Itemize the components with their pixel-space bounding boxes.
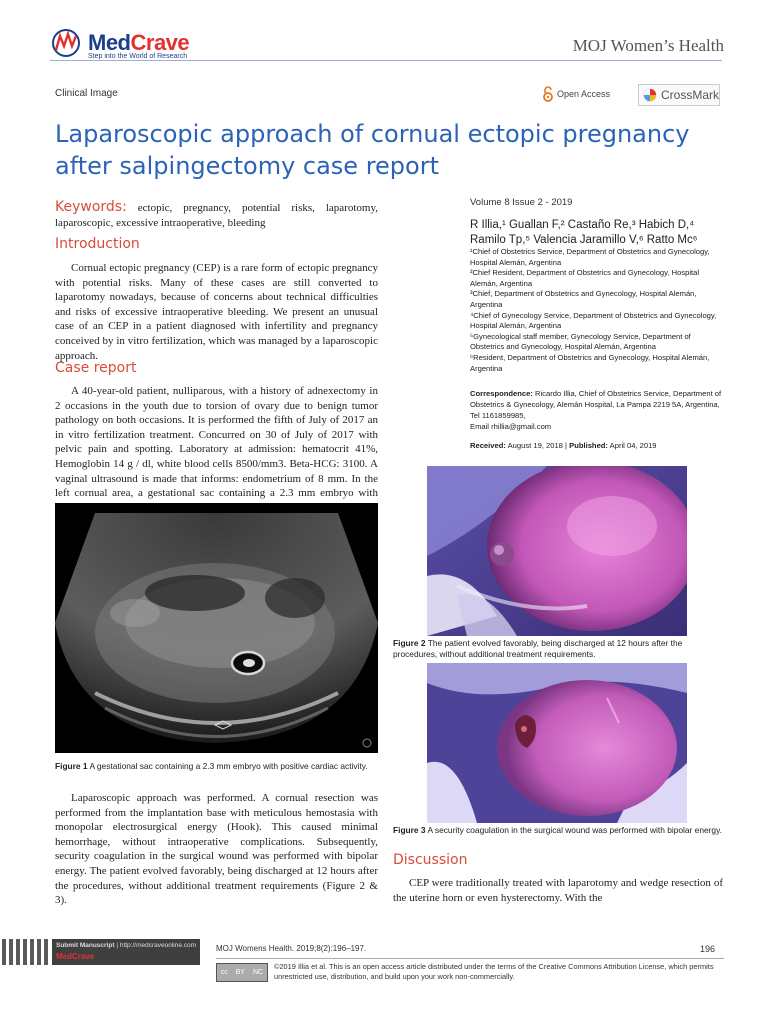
footer-divider [216,958,724,959]
figure-2-caption [393,638,723,660]
received-date: August 19, 2018 [507,441,563,450]
article-title: Laparoscopic approach of cornual ectopic pregnancy after salpingectomy case report [55,120,690,180]
figure-3-caption [393,825,723,836]
journal-name: MOJ Women’s Health [572,36,724,55]
affiliation-item: ¹Chief of Obstetrics Service, Department of Obstetrics and Gynecology, Hospital Alemán, Argentina [470,247,710,267]
open-access-lock-icon [542,86,554,102]
keywords-label: Keywords: [55,199,127,215]
discussion-heading: Discussion [393,852,468,868]
affiliation-item: ⁶Resident, Department of Obstetrics and Gynecology, Hospital Alemán, Argentina [470,352,710,373]
cc-icon: cc [220,969,228,976]
figure-1-caption [55,761,378,772]
license-text: ©2019 Illia et al. This is an open access article distributed under the terms of the Creative Commons Attribution License, which permits unrestricted use, distribution, and build upon your work non-commercially. [274,962,714,981]
logo-wordmark: MedCrave [88,30,190,55]
open-access-badge[interactable] [542,86,610,102]
open-access-label: Open Access [557,89,611,99]
case-report-heading: Case report [55,360,137,376]
footer-citation: MOJ Womens Health. 2019;8(2):196‒197. [216,944,367,953]
article-dates [470,440,724,451]
figure-1-ultrasound-image [55,503,378,753]
figure-1-label: Figure 1 [55,761,88,771]
submit-manuscript-text[interactable]: Submit Manuscript | http://medcraveonline.com [56,942,197,949]
published-label: Published: [569,441,608,450]
introduction-heading: Introduction [55,236,140,252]
figure-1-caption-text: A gestational sac containing a 2.3 mm embryo with positive cardiac activity. [89,761,368,771]
cc-by-icon: BY [235,969,246,976]
author-line-2: Ramilo Tp,⁵ Valencia Jaramillo V,⁶ Ratto Mc⁶ [470,234,698,246]
creative-commons-badge[interactable] [216,963,268,982]
logo-tagline: Step into the World of Research [88,53,188,60]
case-report-paragraph: A 40-year-old patient, nulliparous, with a history of adnexectomy in 2 occasions in the youth due to torsion of ovary due to benign tumor pathology on both occasions. It is performed the fifth of July of 2017 an in vitro fertilization treatment. Concurred on 30 of July of 2017 with pelvic pain and spotting. Laboratory at admission: hematocrit 41%, Hemoglobin 14 g / dl, white blood cells 8500/mm3. Beta-HCG: 3100. A vaginal ultrasound is made that informs: endometrium of 8 mm. In the left cornual area, a gestational sac containing a 2.3 mm embryo with [55,385,378,500]
keywords [55,200,378,230]
laparoscopic-approach-paragraph: Laparoscopic approach was performed. A cornual resection was performed from the implantation base with meticulous hemostasia with monopolar electrosurgical energy (Hook). This caused minimal hemorrhage, without intraoperative complications. Subsequently, security coagulation in the surgical wound was performed with bipolar energy. The patient evolved favorably, being discharged at 12 hours after the procedures, without additional treatment requirements (Figure 2 & 3). [55,792,378,907]
introduction-paragraph: Cornual ectopic pregnancy (CEP) is a rare form of ectopic pregnancy with potential risks. Many of these cases are still converted to laparotomy nowadays, because of concerns about technical difficulties and risks of excessive intraoperative bleeding. We present an unusual case of an CEP in a patient diagnosed with infertility and pregnancy conceived by in vitro fertilization, which was managed by a laparoscopic approach. [55,262,378,362]
correspondence-label: Correspondence: [470,389,533,398]
figure-3-label: Figure 3 [393,825,426,835]
figure-2-caption-text: The patient evolved favorably, being discharged at 12 hours after the procedures, without additional treatment requirements. [393,638,683,659]
figure-2-label: Figure 2 [393,638,426,648]
affiliation-item: ⁴Chief of Gynecology Service, Department of Obstetrics and Gynecology, Hospital Alemán, Argentina [470,310,717,331]
medcrave-logo[interactable] [50,28,230,62]
affiliation-item: ²Chief Resident, Department of Obstetrics and Gynecology, Hospital Alemán, Argentina [470,268,700,288]
correspondence-text: Ricardo Illia, Chief of Obstetrics Service, Department of Obstetrics & Gynecology, Alemán Hospital, La Pampa 2219 5A, Argentina, Tel 1161859985, [470,389,722,420]
affiliation-item: ⁵Gynecological staff member, Gynecology Service, Department of Obstetrics and Gynecology, Hospital Alemán, Argentina [470,331,691,352]
page-number: 196 [700,944,716,954]
author-line-1: R Illia,¹ Guallan F,² Castaño Re,³ Habich D,⁴ [470,219,695,231]
crossmark-button[interactable] [638,84,720,106]
figure-3-caption-text: A security coagulation in the surgical wound was performed with bipolar energy. [427,825,722,835]
affiliation-item: ³Chief, Department of Obstetrics and Gynecology, Hospital Alemán, Argentina [470,289,697,309]
figure-2-laparoscopic-image [427,466,687,636]
submit-manuscript-banner[interactable] [0,935,200,967]
correspondence-email[interactable]: Email rhillia@gmail.com [470,422,552,431]
volume-issue: Volume 8 Issue 2 - 2019 [470,197,573,208]
published-date: April 04, 2019 [609,441,657,450]
received-label: Received: [470,441,506,450]
crossmark-label: CrossMark [660,88,719,102]
author-list [470,218,724,248]
crossmark-icon [643,87,657,103]
header-divider [50,60,722,61]
date-separator: | [565,441,568,450]
figure-3-coagulation-image [427,663,687,823]
keywords-text: ectopic, pregnancy, potential risks, laparotomy, laparoscopic, excessive intraoperative, bleeding [55,202,378,229]
cc-nc-icon: NC [252,969,264,976]
medcrave-globe-icon [50,28,84,58]
affiliations [470,247,724,374]
footer-medcrave-logo[interactable]: MedCrave [56,952,95,961]
discussion-paragraph: CEP were traditionally treated with laparotomy and wedge resection of the uterine horn or even hysterectomy. With the [393,877,723,904]
article-type: Clinical Image [55,88,118,99]
correspondence [470,388,724,432]
